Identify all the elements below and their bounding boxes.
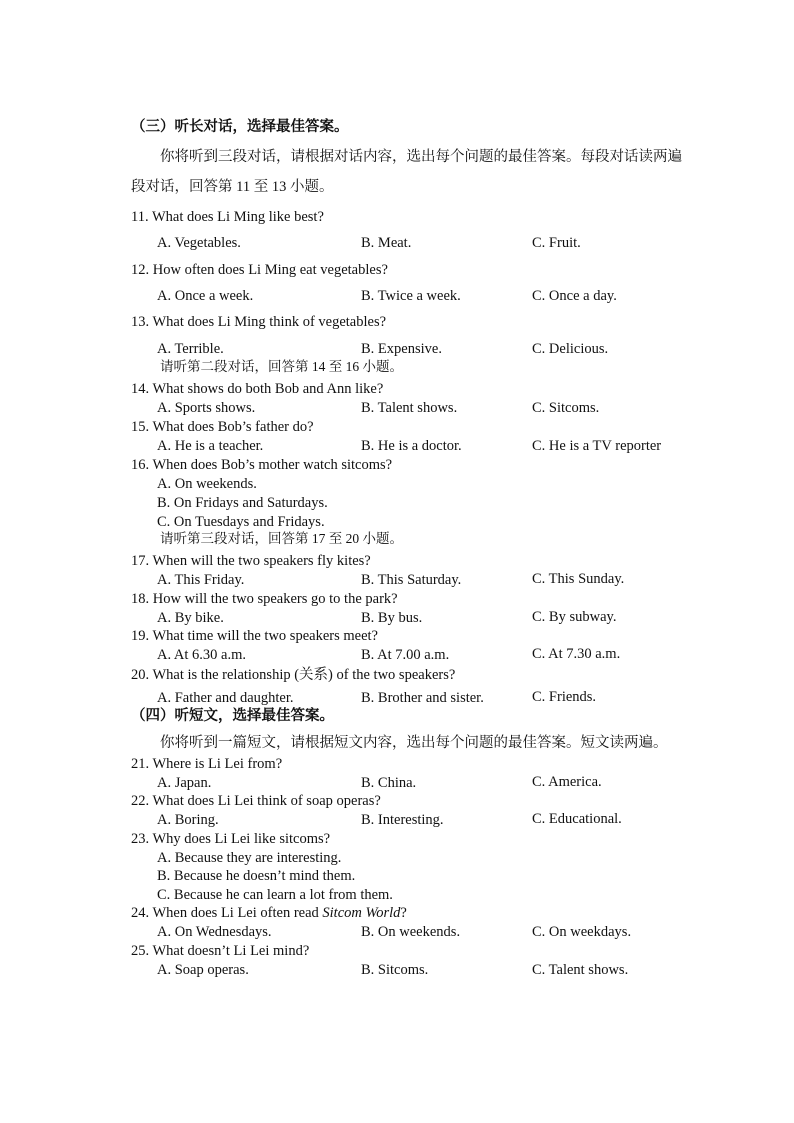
q21-option-c: C. America. bbox=[532, 774, 602, 790]
q16-option-a: A. On weekends. bbox=[157, 476, 257, 492]
q15-option-c: C. He is a TV reporter bbox=[532, 438, 662, 454]
question-21: 21. Where is Li Lei from? bbox=[131, 756, 283, 772]
question-16: 16. When does Bob’s mother watch sitcoms? bbox=[131, 457, 393, 473]
q25-option-c: C. Talent shows. bbox=[532, 962, 629, 978]
q11-option-a: A. Vegetables. bbox=[157, 235, 241, 251]
q22-option-b: B. Interesting. bbox=[361, 812, 444, 828]
q25-option-a: A. Soap operas. bbox=[157, 962, 249, 978]
q20-option-b: B. Brother and sister. bbox=[361, 690, 484, 706]
q19-option-c: C. At 7.30 a.m. bbox=[532, 646, 621, 662]
q24-text-before: 24. When does Li Lei often read bbox=[131, 905, 323, 921]
section3-intro-line2: 段对话，回答第 11 至 13 小题。 bbox=[131, 179, 334, 195]
q20-option-a: A. Father and daughter. bbox=[157, 690, 294, 706]
section3-intro-line1: 你将听到三段对话，请根据对话内容，选出每个问题的最佳答案。每段对话读两遍 bbox=[160, 149, 682, 165]
q18-option-a: A. By bike. bbox=[157, 610, 224, 626]
question-18: 18. How will the two speakers go to the park? bbox=[131, 591, 398, 607]
question-11: 11. What does Li Ming like best? bbox=[131, 209, 324, 225]
q11-option-c: C. Fruit. bbox=[532, 235, 581, 251]
section3-heading: （三）听长对话，选择最佳答案。 bbox=[131, 119, 349, 135]
q12-option-c: C. Once a day. bbox=[532, 288, 617, 304]
q24-option-c: C. On weekdays. bbox=[532, 924, 632, 940]
q24-text-italic: Sitcom World bbox=[322, 905, 401, 921]
q23-option-b: B. Because he doesn’t mind them. bbox=[157, 868, 356, 884]
question-17: 17. When will the two speakers fly kites? bbox=[131, 553, 371, 569]
q21-option-b: B. China. bbox=[361, 775, 417, 791]
q18-option-b: B. By bus. bbox=[361, 610, 423, 626]
question-20: 20. What is the relationship (关系) of the two speakers? bbox=[131, 667, 456, 683]
dialog3-note: 请听第三段对话，回答第 17 至 20 小题。 bbox=[160, 531, 403, 546]
q13-option-b: B. Expensive. bbox=[361, 341, 442, 357]
q16-option-b: B. On Fridays and Saturdays. bbox=[157, 495, 328, 511]
q19-option-a: A. At 6.30 a.m. bbox=[157, 647, 247, 663]
q17-option-a: A. This Friday. bbox=[157, 572, 245, 588]
q24-text-after: ? bbox=[400, 905, 407, 921]
q16-option-c: C. On Tuesdays and Fridays. bbox=[157, 514, 325, 530]
q25-option-b: B. Sitcoms. bbox=[361, 962, 429, 978]
question-22: 22. What does Li Lei think of soap operas? bbox=[131, 793, 381, 809]
q19-option-b: B. At 7.00 a.m. bbox=[361, 647, 450, 663]
q22-option-a: A. Boring. bbox=[157, 812, 219, 828]
q12-option-a: A. Once a week. bbox=[157, 288, 254, 304]
q13-option-c: C. Delicious. bbox=[532, 341, 609, 357]
question-15: 15. What does Bob’s father do? bbox=[131, 419, 314, 435]
q14-option-b: B. Talent shows. bbox=[361, 400, 458, 416]
question-12: 12. How often does Li Ming eat vegetables? bbox=[131, 262, 388, 278]
q17-option-c: C. This Sunday. bbox=[532, 571, 625, 587]
q24-option-b: B. On weekends. bbox=[361, 924, 461, 940]
q22-option-c: C. Educational. bbox=[532, 811, 622, 827]
question-14: 14. What shows do both Bob and Ann like? bbox=[131, 381, 384, 397]
question-13: 13. What does Li Ming think of vegetables? bbox=[131, 314, 387, 330]
section4-heading: （四）听短文，选择最佳答案。 bbox=[131, 708, 334, 724]
q20-option-c: C. Friends. bbox=[532, 689, 597, 705]
q15-option-a: A. He is a teacher. bbox=[157, 438, 264, 454]
q23-option-a: A. Because they are interesting. bbox=[157, 850, 342, 866]
q13-option-a: A. Terrible. bbox=[157, 341, 224, 357]
dialog2-note: 请听第二段对话，回答第 14 至 16 小题。 bbox=[160, 359, 403, 374]
q23-option-c: C. Because he can learn a lot from them. bbox=[157, 887, 393, 903]
question-23: 23. Why does Li Lei like sitcoms? bbox=[131, 831, 331, 847]
q14-option-a: A. Sports shows. bbox=[157, 400, 256, 416]
q17-option-b: B. This Saturday. bbox=[361, 572, 462, 588]
question-19: 19. What time will the two speakers meet? bbox=[131, 628, 378, 644]
q21-option-a: A. Japan. bbox=[157, 775, 212, 791]
q14-option-c: C. Sitcoms. bbox=[532, 400, 600, 416]
question-25: 25. What doesn’t Li Lei mind? bbox=[131, 943, 310, 959]
q15-option-b: B. He is a doctor. bbox=[361, 438, 462, 454]
q11-option-b: B. Meat. bbox=[361, 235, 412, 251]
section4-intro: 你将听到一篇短文，请根据短文内容，选出每个问题的最佳答案。短文读两遍。 bbox=[160, 735, 668, 751]
q18-option-c: C. By subway. bbox=[532, 609, 617, 625]
question-24 bbox=[131, 904, 407, 922]
q12-option-b: B. Twice a week. bbox=[361, 288, 461, 304]
q24-option-a: A. On Wednesdays. bbox=[157, 924, 272, 940]
